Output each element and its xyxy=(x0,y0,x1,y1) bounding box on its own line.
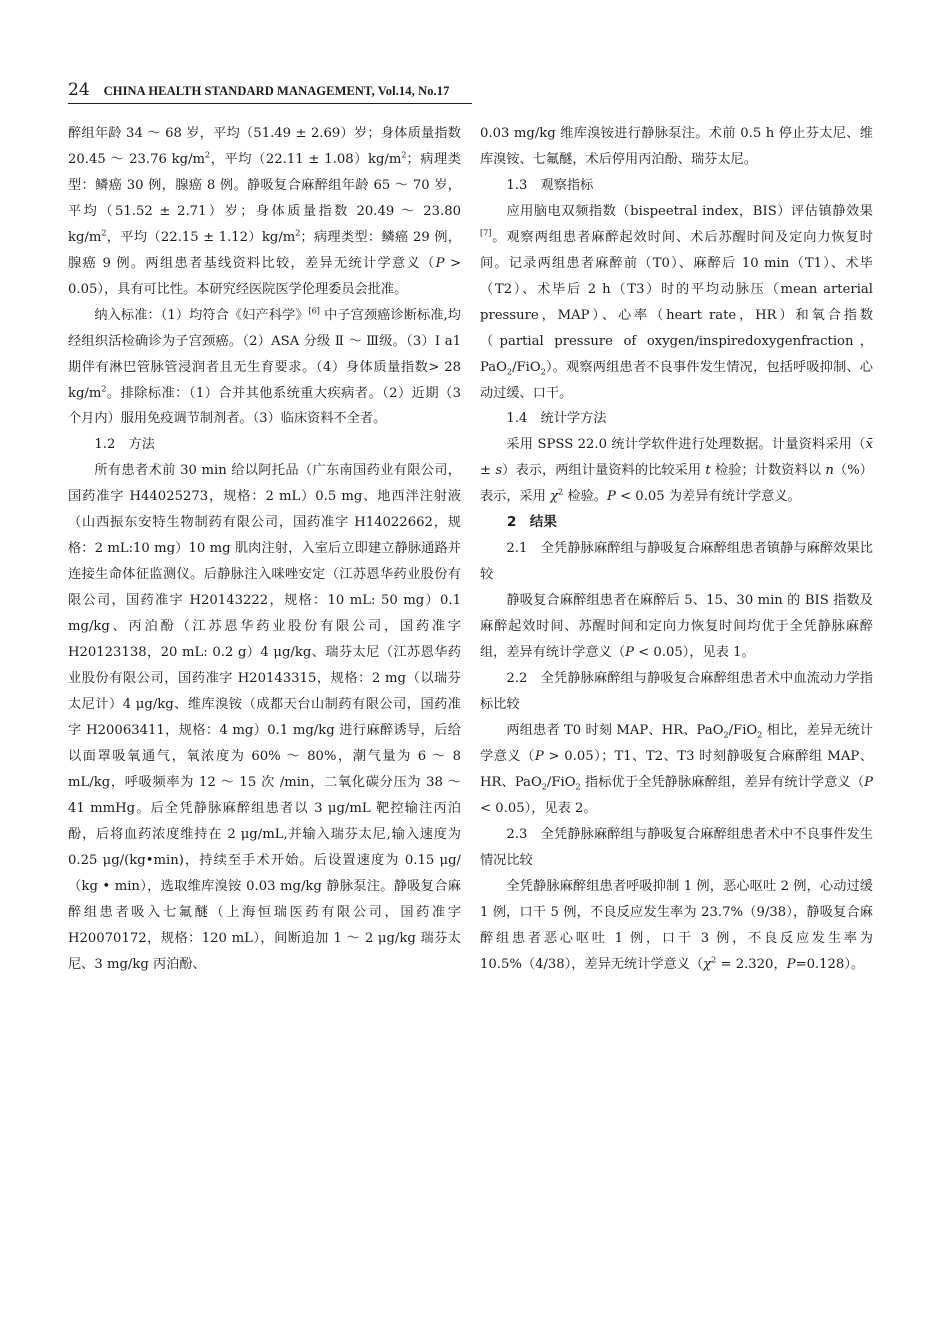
methods-continued-paragraph: 0.03 mg/kg 维库溴铵进行静脉泵注。术前 0.5 h 停止芬太尼、维库溴铵、七氟醚，术后停用丙泊酚、瑞芬太尼。 xyxy=(480,126,873,167)
statistics-paragraph: 采用 SPSS 22.0 统计学软件进行处理数据。计量资料采用（x̄ ± s）表示，两组计量资料的比较采用 t 检验；计数资料以 n（%）表示，采用 $\chi^2$ 检验。P < 0.05 为差异有统计学意义。 xyxy=(480,437,873,505)
section-heading-2: 2 结果 xyxy=(507,514,557,531)
baseline-paragraph: 醉组年龄 34 ～ 68 岁，平均（51.49 ± 2.69）岁；身体质量指数 20.45 ～ 23.76 $kg/m^2$，平均$(22.11 \pm 1.08)kg/m^2$；病理类型：鳞癌 30 例，腺癌 8 例。静吸复合麻醉组年龄 65 ～ 70 岁，平均（51.52 ± 2.71）岁；身体质量指数 20.49 ～ 23.80 $kg/m^2$，平均$(22.15 \pm 1.12)kg/m^2$；病理类型：鳞癌 29 例，腺癌 9 例。两组患者基线资料比较，差异无统计学意义（P > 0.05），具有可比性。本研究经医院医学伦理委员会批准。 xyxy=(68,126,462,297)
criteria-paragraph: 纳入标准：（1）均符合《妇产科学》[6] 中子宫颈癌诊断标准,均经组织活检确诊为子宫颈癌。（2）ASA 分级 Ⅱ ～ Ⅲ级。（3）Ⅰ a1 期伴有淋巴管脉管浸润者且无生育要求。（4）身体质量指数> 28 $kg/m^2$。排除标准：（1）合并其他系统重大疾病者。（2）近期（3 个月内）服用免疫调节制剂者。（3）临床资料不全者。 xyxy=(68,306,461,427)
section-heading-2-2: 2.2 全凭静脉麻醉组与静吸复合麻醉组患者术中血流动力学指标比较 xyxy=(480,671,873,712)
page-number: 24 xyxy=(68,80,90,100)
journal-title: CHINA HEALTH STANDARD MANAGEMENT, Vol.14, No.17 xyxy=(103,84,450,98)
left-column xyxy=(68,121,461,977)
section-heading-1-3: 1.3 观察指标 xyxy=(506,177,594,193)
adverse-events-paragraph: 全凭静脉麻醉组患者呼吸抑制 1 例，恶心呕吐 2 例，心动过缓 1 例，口干 5 例，不良反应发生率为 23.7%（9/38），静吸复合麻醉组患者恶心呕吐 1 例，口干 3 例，不良反应发生率为 10.5%（4/38），差异无统计学意义（$\chi^2 = 2.320$，P=0.128）。 xyxy=(480,878,873,972)
sedation-result-paragraph: 静吸复合麻醉组患者在麻醉后 5、15、30 min 的 BIS 指数及麻醉起效时间、苏醒时间和定向力恢复时间均优于全凭静脉麻醉组，差异有统计学意义（P < 0.05），见表 1。 xyxy=(480,593,873,661)
header-rule xyxy=(68,103,472,104)
right-column xyxy=(480,121,873,977)
section-heading-1-2: 1.2 方法 xyxy=(94,437,155,453)
section-heading-2-3: 2.3 全凭静脉麻醉组与静吸复合麻醉组患者术中不良事件发生情况比较 xyxy=(480,826,873,868)
observation-paragraph: 应用脑电双频指数（bispeetral index，BIS）评估镇静效果[7]。观察两组患者麻醉起效时间、术后苏醒时间及定向力恢复时间。记录两组患者麻醉前（T0）、麻醉后 10 min（T1）、术毕（T2）、术毕后 2 h（T3）时的平均动脉压（mean arterial pressure，MAP）、心率（heart rate，HR）和氧合指数（partial pressure of oxygen/inspiredoxygenfraction，PaO$_2$/FiO$_2$）。观察两组患者不良事件发生情况，包括呼吸抑制、心动过缓、口干。 xyxy=(480,203,873,401)
methods-paragraph: 所有患者术前 30 min 给以阿托品（广东南国药业有限公司，国药准字 H44025273，规格：2 mL）0.5 mg、地西泮注射液（山西振东安特生物制药有限公司，国药准字 H14022662，规格：2 mL:10 mg）10 mg 肌肉注射，入室后立即建立静脉通路并连接生命体征监测仪。后静脉注入咪唑安定（江苏恩华药业股份有限公司，国药准字 H20143222，规格：10 mL: 50 mg）0.1 mg/kg、丙泊酚（江苏恩华药业股份有限公司，国药准字 H20123138，20 mL: 0.2 g）4 μg/kg、瑞芬太尼（江苏恩华药业股份有限公司，国药准字 H20143315，规格：2 mg（以瑞芬太尼计）4 μg/kg、维库溴铵（成都天台山制药有限公司，国药准字 H20063411，规格：4 mg）0.1 mg/kg 进行麻醉诱导，后给以面罩吸氧通气，氧浓度为 60% ～ 80%，潮气量为 6 ～ 8 mL/kg，呼吸频率为 12 ～ 15 次 /min，二氧化碳分压为 38 ～ 41 mmHg。后全凭静脉麻醉组患者以 3 μg/mL 靶控输注丙泊酚，后将血药浓度维持在 2 μg/mL,并输入瑞芬太尼,输入速度为 0.25 μg/(kg•min)，持续至手术开始。后设置速度为 0.15 μg/（kg • min），选取维库溴铵 0.03 mg/kg 静脉泵注。静吸复合麻醉组患者吸入七氟醚（上海恒瑞医药有限公司，国药准字 H20070172，规格：120 mL），间断追加 1 ～ 2 μg/kg 瑞芬太尼、3 mg/kg 丙泊酚、 xyxy=(68,463,461,972)
hemodynamics-result-paragraph: 两组患者 T0 时刻 MAP、HR、PaO$_2$/FiO$_2$ 相比，差异无统计学意义（P > 0.05）；T1、T2、T3 时刻静吸复合麻醉组 MAP、HR、PaO$_2$/FiO$_2$ 指标优于全凭静脉麻醉组，差异有统计学意义（P < 0.05），见表 2。 xyxy=(480,722,873,816)
section-heading-1-4: 1.4 统计学方法 xyxy=(506,411,607,427)
section-heading-2-1: 2.1 全凭静脉麻醉组与静吸复合麻醉组患者镇静与麻醉效果比较 xyxy=(480,541,873,583)
running-header xyxy=(68,80,488,100)
